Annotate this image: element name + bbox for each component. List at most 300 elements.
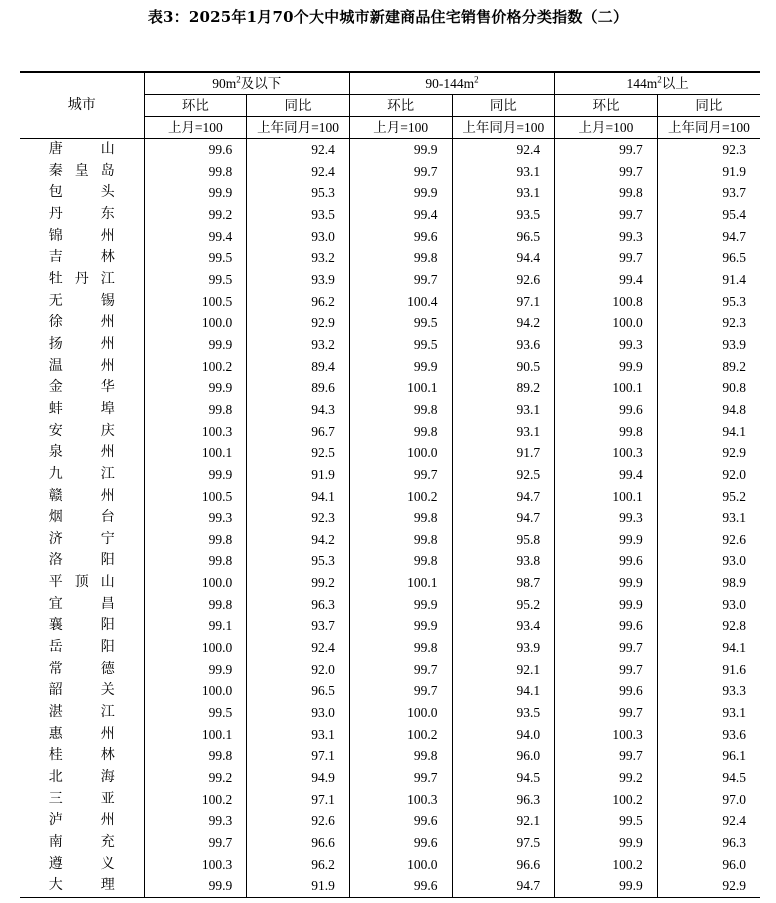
yoy-large-cell: 92.4	[657, 810, 760, 832]
table-row	[20, 226, 760, 248]
yoy-small-cell: 93.9	[247, 269, 350, 291]
yoy-large-cell: 95.4	[657, 204, 760, 226]
yoy-medium-cell: 92.1	[452, 810, 555, 832]
city-name: 桂林	[48, 748, 115, 764]
mom-medium-cell: 99.8	[349, 637, 452, 659]
city-cell	[20, 204, 144, 226]
yoy-large-cell: 93.1	[657, 702, 760, 724]
mom-small-cell: 99.9	[208, 185, 233, 201]
mom-small-cell: 100.0	[201, 683, 233, 699]
mom-small-cell: 99.5	[208, 705, 233, 721]
yoy-large-cell: 94.1	[657, 421, 760, 443]
table-row	[20, 637, 760, 659]
mom-large-cell: 99.6	[555, 680, 658, 702]
mom-small-cell: 99.9	[208, 336, 233, 352]
yoy-small-cell: 96.6	[247, 832, 350, 854]
city-cell	[20, 399, 144, 421]
city-name: 南充	[48, 835, 115, 850]
mom-large-cell: 100.3	[555, 724, 658, 746]
yoy-medium-cell: 94.0	[452, 724, 555, 746]
table-row	[20, 399, 760, 421]
group-header-large: $144m^2$以上	[555, 72, 760, 95]
yoy-large-cell: 94.5	[657, 767, 760, 789]
city-cell	[20, 789, 144, 811]
mom-large-cell: 99.9	[555, 356, 658, 378]
mom-medium-cell: 100.1	[349, 572, 452, 594]
table-row	[20, 680, 760, 702]
mom-large-cell: 99.9	[555, 594, 658, 616]
mom-large-cell: 99.5	[555, 810, 658, 832]
yoy-small-cell: 92.4	[247, 139, 350, 161]
yoy-medium-cell: 94.1	[452, 680, 555, 702]
yoy-medium-cell: 96.0	[452, 745, 555, 767]
mom-medium-cell: 99.5	[349, 312, 452, 334]
yoy-large-cell: 98.9	[657, 572, 760, 594]
yoy-medium-cell: 89.2	[452, 377, 555, 399]
city-name: 锦州	[48, 228, 115, 244]
yoy-small-cell: 92.4	[247, 161, 350, 183]
city-cell	[20, 854, 144, 876]
mom-large-cell: 99.8	[555, 182, 658, 204]
yoy-medium-cell: 93.8	[452, 550, 555, 572]
mom-small-cell: 100.0	[201, 315, 233, 331]
mom-medium-cell: 99.9	[349, 182, 452, 204]
mom-large-cell: 99.6	[555, 615, 658, 637]
mom-large-cell: 99.3	[555, 226, 658, 248]
yoy-small-cell: 93.7	[247, 615, 350, 637]
table-row	[20, 615, 760, 637]
yoy-large-cell: 93.9	[657, 334, 760, 356]
city-name: 无锡	[48, 293, 115, 309]
mom-medium-cell: 99.8	[349, 529, 452, 551]
yoy-medium-cell: 93.4	[452, 615, 555, 637]
mom-large-cell: 99.7	[555, 637, 658, 659]
mom-large-cell: 100.0	[555, 312, 658, 334]
city-name: 宜昌	[48, 596, 115, 612]
mom-small-cell: 100.5	[201, 488, 233, 504]
city-cell	[20, 182, 144, 204]
city-cell	[20, 550, 144, 572]
yoy-large-cell: 93.1	[657, 507, 760, 529]
city-name: 唐山	[48, 142, 115, 157]
mom-medium-cell: 99.4	[349, 204, 452, 226]
yoy-medium-cell: 90.5	[452, 356, 555, 378]
mom-small-cell: 99.8	[208, 596, 233, 612]
table-row	[20, 702, 760, 724]
city-name: 泸州	[48, 813, 115, 829]
city-cell	[20, 507, 144, 529]
yoy-medium-cell: 93.5	[452, 702, 555, 724]
sub-header-yoy: 同比	[247, 95, 350, 117]
yoy-medium-cell: 97.1	[452, 291, 555, 313]
mom-large-cell: 99.3	[555, 507, 658, 529]
base-header-prev-year: 上年同月=100	[247, 117, 350, 139]
city-name: 徐州	[48, 315, 115, 331]
yoy-large-cell: 96.0	[657, 854, 760, 876]
yoy-large-cell: 90.8	[657, 377, 760, 399]
city-name: 秦皇岛	[48, 163, 115, 179]
yoy-medium-cell: 97.5	[452, 832, 555, 854]
city-name: 湛江	[48, 705, 115, 721]
mom-small-cell: 99.8	[208, 748, 233, 764]
city-cell	[20, 767, 144, 789]
city-name: 扬州	[48, 336, 115, 352]
mom-large-cell: 99.9	[555, 832, 658, 854]
mom-small-cell: 99.8	[208, 163, 233, 179]
city-name: 济宁	[48, 531, 115, 547]
yoy-small-cell: 95.3	[247, 550, 350, 572]
city-name: 蚌埠	[48, 401, 115, 417]
mom-large-cell: 100.1	[555, 377, 658, 399]
city-name: 襄阳	[48, 618, 115, 634]
yoy-small-cell: 92.5	[247, 442, 350, 464]
mom-large-cell: 99.7	[555, 161, 658, 183]
yoy-small-cell: 93.0	[247, 702, 350, 724]
mom-large-cell: 99.7	[555, 204, 658, 226]
mom-medium-cell: 100.3	[349, 789, 452, 811]
mom-small-cell: 99.9	[208, 466, 233, 482]
mom-medium-cell: 99.8	[349, 745, 452, 767]
price-index-table	[20, 71, 760, 898]
sub-header-mom: 环比	[349, 95, 452, 117]
yoy-large-cell: 93.0	[657, 594, 760, 616]
yoy-medium-cell: 91.7	[452, 442, 555, 464]
mom-small-cell: 99.8	[208, 553, 233, 569]
table-row	[20, 182, 760, 204]
mom-small-cell: 100.3	[201, 423, 233, 439]
table-row	[20, 421, 760, 443]
yoy-medium-cell: 92.6	[452, 269, 555, 291]
mom-small-cell: 99.7	[208, 835, 233, 850]
group-header-medium: $90-144m^2$	[349, 72, 554, 95]
yoy-large-cell: 93.7	[657, 182, 760, 204]
yoy-small-cell: 99.2	[247, 572, 350, 594]
table-row	[20, 745, 760, 767]
mom-medium-cell: 99.8	[349, 247, 452, 269]
city-cell	[20, 572, 144, 594]
mom-medium-cell: 99.9	[349, 594, 452, 616]
yoy-small-cell: 94.3	[247, 399, 350, 421]
yoy-small-cell: 89.6	[247, 377, 350, 399]
yoy-medium-cell: 93.9	[452, 637, 555, 659]
table-row	[20, 377, 760, 399]
yoy-medium-cell: 95.2	[452, 594, 555, 616]
yoy-small-cell: 97.1	[247, 745, 350, 767]
mom-small-cell: 100.0	[201, 640, 233, 656]
yoy-large-cell: 97.0	[657, 789, 760, 811]
yoy-medium-cell: 95.8	[452, 529, 555, 551]
city-name: 丹东	[48, 206, 115, 222]
yoy-small-cell: 94.2	[247, 529, 350, 551]
table-row	[20, 486, 760, 508]
city-cell	[20, 377, 144, 399]
mom-small-cell: 99.5	[208, 271, 233, 287]
mom-medium-cell: 99.6	[349, 810, 452, 832]
yoy-large-cell: 92.3	[657, 139, 760, 161]
sub-header-yoy: 同比	[452, 95, 555, 117]
mom-small-cell: 100.1	[201, 445, 233, 461]
yoy-large-cell: 92.9	[657, 442, 760, 464]
city-cell	[20, 594, 144, 616]
yoy-large-cell: 95.2	[657, 486, 760, 508]
sub-header-mom: 环比	[144, 95, 247, 117]
city-cell	[20, 442, 144, 464]
table-row	[20, 767, 760, 789]
table-row	[20, 854, 760, 876]
mom-large-cell: 100.1	[555, 486, 658, 508]
table-row	[20, 291, 760, 313]
mom-medium-cell: 99.9	[349, 139, 452, 161]
yoy-medium-cell: 96.3	[452, 789, 555, 811]
city-name: 牡丹江	[48, 271, 115, 287]
city-cell	[20, 680, 144, 702]
base-header-prev-month: 上月=100	[555, 117, 658, 139]
mom-small-cell: 99.8	[208, 401, 233, 417]
mom-large-cell: 99.7	[555, 247, 658, 269]
yoy-large-cell: 91.4	[657, 269, 760, 291]
city-name: 遵义	[48, 856, 115, 872]
city-cell	[20, 724, 144, 746]
yoy-medium-cell: 92.1	[452, 659, 555, 681]
mom-medium-cell: 100.0	[349, 854, 452, 876]
mom-medium-cell: 100.2	[349, 486, 452, 508]
city-cell	[20, 659, 144, 681]
city-cell	[20, 226, 144, 248]
city-name: 包头	[48, 185, 115, 201]
mom-small-cell: 100.2	[201, 791, 233, 807]
yoy-small-cell: 93.0	[247, 226, 350, 248]
table-row	[20, 334, 760, 356]
yoy-large-cell: 96.5	[657, 247, 760, 269]
mom-small-cell: 99.2	[208, 206, 233, 222]
sub-header-yoy: 同比	[657, 95, 760, 117]
table-header	[20, 72, 760, 139]
city-cell	[20, 702, 144, 724]
mom-large-cell: 100.8	[555, 291, 658, 313]
yoy-medium-cell: 94.7	[452, 507, 555, 529]
mom-large-cell: 100.2	[555, 789, 658, 811]
table-row	[20, 247, 760, 269]
yoy-small-cell: 96.5	[247, 680, 350, 702]
city-name: 安庆	[48, 423, 115, 439]
table-row	[20, 442, 760, 464]
mom-large-cell: 99.4	[555, 464, 658, 486]
table-row	[20, 507, 760, 529]
mom-large-cell: 100.2	[555, 854, 658, 876]
mom-large-cell: 99.8	[555, 421, 658, 443]
mom-medium-cell: 99.7	[349, 767, 452, 789]
yoy-small-cell: 96.7	[247, 421, 350, 443]
mom-small-cell: 100.3	[201, 856, 233, 872]
yoy-small-cell: 91.9	[247, 875, 350, 897]
mom-medium-cell: 99.7	[349, 680, 452, 702]
city-cell	[20, 312, 144, 334]
city-name: 大理	[48, 878, 115, 894]
mom-medium-cell: 99.8	[349, 507, 452, 529]
yoy-medium-cell: 93.6	[452, 334, 555, 356]
mom-medium-cell: 99.7	[349, 161, 452, 183]
city-name: 平顶山	[48, 575, 115, 591]
yoy-medium-cell: 94.5	[452, 767, 555, 789]
yoy-large-cell: 92.0	[657, 464, 760, 486]
yoy-small-cell: 92.4	[247, 637, 350, 659]
city-name: 韶关	[48, 683, 115, 699]
city-name: 北海	[48, 770, 115, 786]
mom-large-cell: 100.3	[555, 442, 658, 464]
table-row	[20, 832, 760, 854]
mom-medium-cell: 99.9	[349, 356, 452, 378]
city-name: 洛阳	[48, 553, 115, 569]
city-name: 惠州	[48, 726, 115, 742]
city-cell	[20, 875, 144, 897]
mom-medium-cell: 100.1	[349, 377, 452, 399]
table-row	[20, 572, 760, 594]
mom-medium-cell: 99.6	[349, 832, 452, 854]
yoy-medium-cell: 93.5	[452, 204, 555, 226]
yoy-small-cell: 92.6	[247, 810, 350, 832]
yoy-large-cell: 94.7	[657, 226, 760, 248]
mom-medium-cell: 99.5	[349, 334, 452, 356]
yoy-large-cell: 92.9	[657, 875, 760, 897]
base-header-prev-year: 上年同月=100	[657, 117, 760, 139]
base-header-prev-month: 上月=100	[144, 117, 247, 139]
table-row	[20, 550, 760, 572]
yoy-medium-cell: 98.7	[452, 572, 555, 594]
city-name: 三亚	[48, 791, 115, 807]
yoy-medium-cell: 93.1	[452, 182, 555, 204]
yoy-large-cell: 94.8	[657, 399, 760, 421]
mom-medium-cell: 99.6	[349, 875, 452, 897]
mom-small-cell: 100.0	[201, 575, 233, 591]
table-row	[20, 139, 760, 161]
city-cell	[20, 832, 144, 854]
base-header-prev-month: 上月=100	[349, 117, 452, 139]
city-cell	[20, 356, 144, 378]
mom-medium-cell: 99.8	[349, 421, 452, 443]
mom-small-cell: 99.6	[208, 142, 233, 157]
city-name: 温州	[48, 358, 115, 374]
yoy-large-cell: 92.8	[657, 615, 760, 637]
yoy-medium-cell: 93.1	[452, 399, 555, 421]
mom-small-cell: 99.5	[208, 250, 233, 266]
city-cell	[20, 334, 144, 356]
mom-large-cell: 99.9	[555, 529, 658, 551]
yoy-large-cell: 92.3	[657, 312, 760, 334]
table-row	[20, 594, 760, 616]
yoy-large-cell: 91.9	[657, 161, 760, 183]
yoy-large-cell: 93.3	[657, 680, 760, 702]
yoy-medium-cell: 94.4	[452, 247, 555, 269]
yoy-medium-cell: 92.4	[452, 139, 555, 161]
table-body	[20, 139, 760, 898]
mom-large-cell: 99.3	[555, 334, 658, 356]
yoy-small-cell: 93.1	[247, 724, 350, 746]
city-name: 常德	[48, 661, 115, 677]
city-cell	[20, 637, 144, 659]
mom-large-cell: 99.7	[555, 659, 658, 681]
mom-small-cell: 100.5	[201, 293, 233, 309]
mom-small-cell: 99.9	[208, 380, 233, 396]
yoy-small-cell: 96.3	[247, 594, 350, 616]
mom-small-cell: 99.8	[208, 531, 233, 547]
city-cell	[20, 486, 144, 508]
yoy-medium-cell: 96.5	[452, 226, 555, 248]
city-cell	[20, 810, 144, 832]
yoy-small-cell: 96.2	[247, 854, 350, 876]
mom-large-cell: 99.7	[555, 139, 658, 161]
city-cell	[20, 139, 144, 161]
city-name: 赣州	[48, 488, 115, 504]
mom-small-cell: 100.1	[201, 726, 233, 742]
mom-medium-cell: 100.0	[349, 442, 452, 464]
table-row	[20, 464, 760, 486]
mom-large-cell: 99.2	[555, 767, 658, 789]
table-row	[20, 204, 760, 226]
yoy-small-cell: 94.1	[247, 486, 350, 508]
mom-medium-cell: 100.2	[349, 724, 452, 746]
yoy-small-cell: 93.2	[247, 247, 350, 269]
yoy-small-cell: 95.3	[247, 182, 350, 204]
mom-medium-cell: 99.8	[349, 399, 452, 421]
yoy-small-cell: 92.0	[247, 659, 350, 681]
mom-medium-cell: 99.6	[349, 226, 452, 248]
yoy-small-cell: 92.3	[247, 507, 350, 529]
mom-small-cell: 99.9	[208, 661, 233, 677]
mom-medium-cell: 99.7	[349, 269, 452, 291]
yoy-medium-cell: 96.6	[452, 854, 555, 876]
table-title: 表3：2025年1月70个大中城市新建商品住宅销售价格分类指数（二）	[147, 8, 629, 26]
city-name: 泉州	[48, 445, 115, 461]
sub-header-mom: 环比	[555, 95, 658, 117]
yoy-large-cell: 94.1	[657, 637, 760, 659]
city-name: 岳阳	[48, 640, 115, 656]
base-header-prev-year: 上年同月=100	[452, 117, 555, 139]
mom-medium-cell: 100.4	[349, 291, 452, 313]
mom-large-cell: 99.9	[555, 572, 658, 594]
city-cell	[20, 615, 144, 637]
yoy-small-cell: 92.9	[247, 312, 350, 334]
table-row	[20, 529, 760, 551]
yoy-small-cell: 91.9	[247, 464, 350, 486]
mom-large-cell: 99.7	[555, 702, 658, 724]
mom-medium-cell: 99.7	[349, 659, 452, 681]
mom-medium-cell: 99.7	[349, 464, 452, 486]
mom-large-cell: 99.6	[555, 399, 658, 421]
mom-large-cell: 99.6	[555, 550, 658, 572]
city-name: 吉林	[48, 250, 115, 266]
yoy-large-cell: 93.0	[657, 550, 760, 572]
mom-small-cell: 100.2	[201, 358, 233, 374]
city-cell	[20, 745, 144, 767]
mom-medium-cell: 99.8	[349, 550, 452, 572]
yoy-medium-cell: 94.2	[452, 312, 555, 334]
city-cell	[20, 464, 144, 486]
city-cell	[20, 161, 144, 183]
table-row	[20, 312, 760, 334]
city-column-header: 城市	[20, 72, 144, 139]
table-row	[20, 269, 760, 291]
yoy-large-cell: 92.6	[657, 529, 760, 551]
city-cell	[20, 247, 144, 269]
yoy-medium-cell: 93.1	[452, 421, 555, 443]
yoy-large-cell: 91.6	[657, 659, 760, 681]
yoy-large-cell: 93.6	[657, 724, 760, 746]
yoy-medium-cell: 94.7	[452, 486, 555, 508]
yoy-small-cell: 97.1	[247, 789, 350, 811]
table-row	[20, 810, 760, 832]
yoy-small-cell: 94.9	[247, 767, 350, 789]
mom-small-cell: 99.2	[208, 770, 233, 786]
